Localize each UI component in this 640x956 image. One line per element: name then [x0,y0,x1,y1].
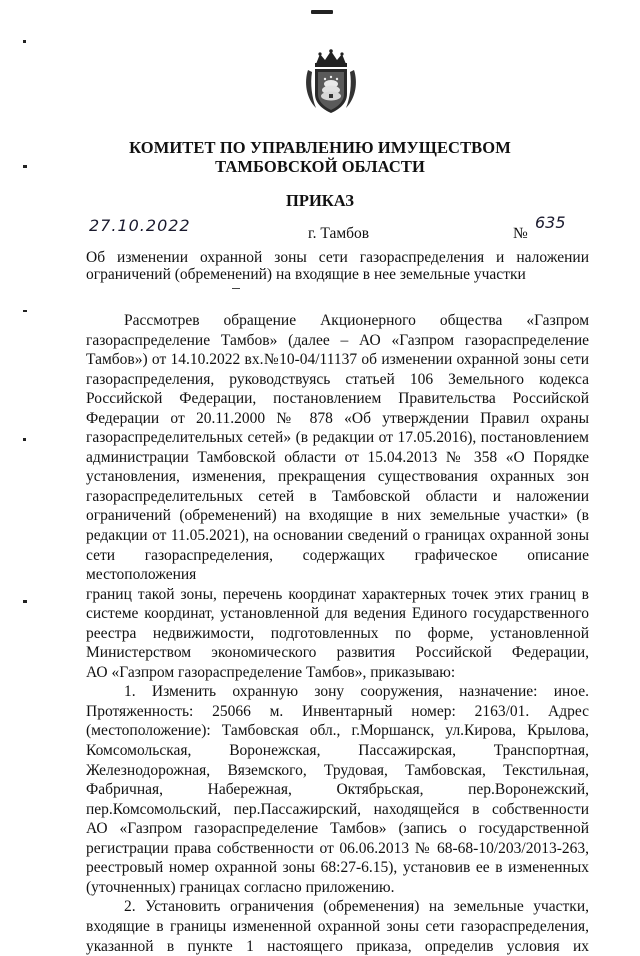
body-line: газораспределительных сетей» (в редакции от 17.05.2016), постановлением [86,428,589,448]
margin-mark [23,600,27,603]
body-line: Тамбов») от 14.10.2022 вх.№10-04/11137 об изменении охранной зоны сети [86,350,589,370]
coat-of-arms-emblem [302,48,360,116]
body-line: Фабричная, Набережная, Октябрьская, пер.Воронежский, [86,780,589,800]
body-line: регистрации права собственности от 06.06.2013 № 68-68-10/203/2013-263, [86,839,589,859]
body-line: АО «Газпром газораспределение Тамбов» (запись о государственной [86,819,589,839]
body-line: (уточненных) границах согласно приложению. [86,878,589,898]
body-line: реестра недвижимости, подготовленных по форме, установленной [86,624,589,644]
body-line: границ такой зоны, перечень координат характерных точек этих границ в [86,585,589,605]
body-line: реестровый номер охранной зоны 68:27-6.15), установив ее в измененных [86,858,589,878]
order-title: ПРИКАЗ [0,190,640,211]
handwritten-date: 27.10.2022 [89,216,191,235]
body-line: администрации Тамбовской области от 15.04.2013 № 358 «О Порядке [86,448,589,468]
handwritten-order-number: 635 [535,213,566,232]
body-line: ограничений (обременений) на входящие в них земельные участки» (в [86,506,589,526]
body-line: 1. Изменить охранную зону сооружения, назначение: иное. [86,682,589,702]
page-top-mark [311,10,333,14]
order-subject [86,249,589,283]
body-line: (местоположение): Тамбовская обл., г.Моршанск, ул.Кирова, Крылова, [86,721,589,741]
body-line: Российской Федерации, постановлением Правительства Российской [86,389,589,409]
subject-line: Об изменении охранной зоны сети газораспределения и наложении [86,249,589,266]
margin-mark [23,40,26,43]
body-line: Рассмотрев обращение Акционерного общества «Газпром [86,311,589,331]
pen-mark [232,288,240,289]
city-label: г. Тамбов [308,225,369,243]
body-line: Комсомольская, Воронежская, Пассажирская, Транспортная, [86,741,589,761]
committee-title-line1: КОМИТЕТ ПО УПРАВЛЕНИЮ ИМУЩЕСТВОМ [0,137,640,158]
body-line: Федерации от 20.11.2000 № 878 «Об утверждении Правил охраны [86,409,589,429]
committee-title-line2: ТАМБОВСКОЙ ОБЛАСТИ [0,156,640,177]
body-line: редакции от 11.05.2021), на основании сведений о границах охранной зоны [86,526,589,546]
body-line: газораспределительных сетей в Тамбовской области и наложении [86,487,589,507]
subject-line: ограничений (обременений) на входящие в нее земельные участки [86,266,589,283]
order-body [86,311,589,956]
body-line: газораспределения, руководствуясь статьей 106 Земельного кодекса [86,370,589,390]
body-line: пер.Комсомольский, пер.Пассажирский, находящейся в собственности [86,800,589,820]
margin-mark [23,310,27,312]
body-line: АО «Газпром газораспределение Тамбов», приказываю: [86,663,589,683]
body-line: Протяженность: 25066 м. Инвентарный номер: 2163/01. Адрес [86,702,589,722]
margin-mark [23,438,26,441]
body-line: 2. Установить ограничения (обременения) на земельные участки, [86,897,589,917]
body-line: указанной в пункте 1 настоящего приказа, определив условия их [86,937,589,956]
order-number-label: № [513,225,528,243]
body-line: Железнодорожная, Вяземского, Трудовая, Тамбовская, Текстильная, [86,761,589,781]
body-line: Министерством экономического развития Российской Федерации, [86,643,589,663]
body-line: установления, изменения, прекращения существования охранных зон [86,467,589,487]
body-line: газораспределение Тамбов» (далее – АО «Газпром газораспределение [86,331,589,351]
body-line: входящие в границы измененной охранной зоны сети газораспределения, [86,917,589,937]
body-line: системе координат, установленной для ведения Единого государственного [86,604,589,624]
body-line: сети газораспределения, содержащих графическое описание местоположения [86,546,589,585]
